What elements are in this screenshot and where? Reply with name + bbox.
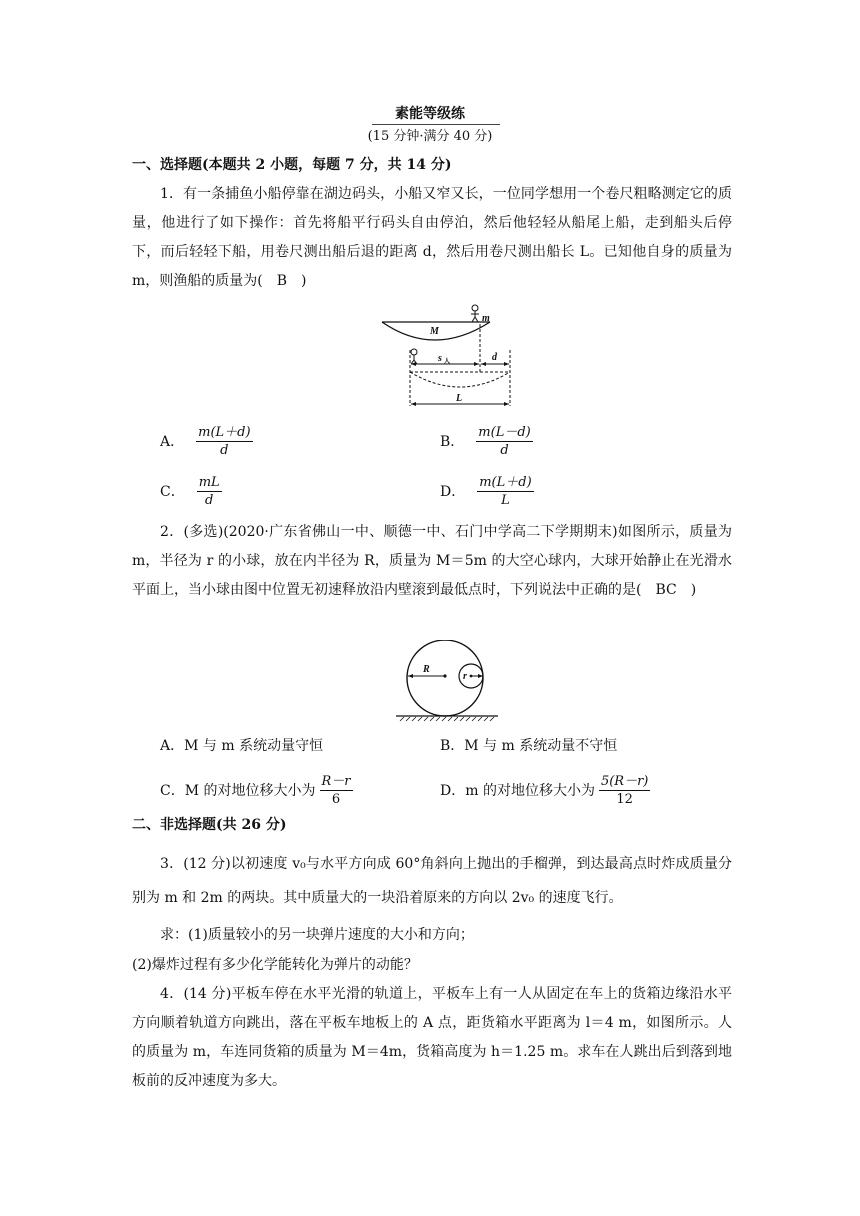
fraction: $\frac{m(L-d)}{d}$ xyxy=(478,425,531,458)
sphere-figure xyxy=(392,640,502,722)
question-3-ask-2: (2)爆炸过程有多少化学能转化为弹片的动能？ xyxy=(132,957,418,973)
label-s: s xyxy=(438,353,442,364)
section-heading-2: 二、非选择题(共 26 分) xyxy=(132,817,287,833)
section-heading-1: 一、选择题(本题共 2 小题，每题 7 分，共 14 分) xyxy=(132,157,452,173)
fraction: $\frac{5(R-r)}{12}$ xyxy=(600,774,649,807)
question-3-text: 3．(12 分)以初速度 v₀与水平方向成 60°角斜向上抛出的手榴弹，到达最高点时炸成质量分别为 m 和 2m 的两块。其中质量大的一块沿着原来的方向以 2v₀ 的速度飞行。 xyxy=(132,856,732,906)
question-3-ask-1: 求：(1)质量较小的另一块弹片速度的大小和方向； xyxy=(160,927,474,943)
q2-option-a[interactable]: A．M 与 m 系统动量守恒 xyxy=(160,738,324,754)
page-subtitle: (15 分钟·满分 40 分) xyxy=(367,129,493,144)
question-1-text: 1．有一条捕鱼小船停靠在湖边码头，小船又窄又长，一位同学想用一个卷尺粗略测定它的质量，他进行了如下操作：首先将船平行码头自由停泊，然后他轻轻从船尾上船，走到船头后停下，而后轻轻下船，用卷尺测出船后退的距离 d，然后用卷尺测出船长 L。已知他自身的质量为 m，则渔船的质量为( B ) xyxy=(132,186,732,289)
label-L: L xyxy=(456,393,463,404)
q2-option-c[interactable]: C．M 的对地位移大小为 $\frac{R-r}{6}$ xyxy=(160,774,351,807)
fraction: $\frac{m(L+d)}{d}$ xyxy=(198,425,251,458)
label-s-sub: 人 xyxy=(444,359,451,365)
fraction: $\frac{R-r}{6}$ xyxy=(321,774,351,807)
label-m: m xyxy=(482,313,490,324)
fraction: $\frac{m(L+d)}{L}$ xyxy=(479,475,532,508)
q1-option-b[interactable]: B． $\frac{m(L-d)}{d}$ xyxy=(440,425,531,458)
question-4-text: 4．(14 分)平板车停在水平光滑的轨道上，平板车上有一人从固定在车上的货箱边缘沿水平方向顺着轨道方向跳出，落在平板车地板上的 A 点，距货箱水平距离为 l＝4 m，如图所示。人的质量为 m，车连同货箱的质量为 M＝4m，货箱高度为 h＝1.25 m。求车在人跳出后到落到地板前的反冲速度为多大。 xyxy=(132,986,732,1089)
label-d: d xyxy=(492,352,497,363)
boat-figure xyxy=(378,302,528,410)
q2-option-b[interactable]: B．M 与 m 系统动量不守恒 xyxy=(440,738,618,754)
page-title: 素能等级练 xyxy=(395,106,465,122)
q1-option-c[interactable]: C． $\frac{mL}{d}$ xyxy=(160,475,220,508)
q2-option-d[interactable]: D．m 的对地位移大小为 $\frac{5(R-r)}{12}$ xyxy=(440,774,649,807)
title-underline xyxy=(372,124,500,125)
label-M: M xyxy=(430,326,439,337)
label-r: r xyxy=(463,671,467,682)
fraction: $\frac{mL}{d}$ xyxy=(198,475,220,508)
question-2-text: 2．(多选)(2020·广东省佛山一中、顺德一中、石门中学高二下学期期末)如图所示，质量为 m，半径为 r 的小球，放在内半径为 R，质量为 M＝5m 的大空心球内，大球开始静止在光滑水平面上，当小球由图中位置无初速释放沿内壁滚到最低点时，下列说法中正确的是( BC ) xyxy=(132,524,732,598)
q1-option-a[interactable]: A． $\frac{m(L+d)}{d}$ xyxy=(160,425,251,458)
label-R: R xyxy=(423,664,430,675)
q1-option-d[interactable]: D． $\frac{m(L+d)}{L}$ xyxy=(440,475,532,508)
